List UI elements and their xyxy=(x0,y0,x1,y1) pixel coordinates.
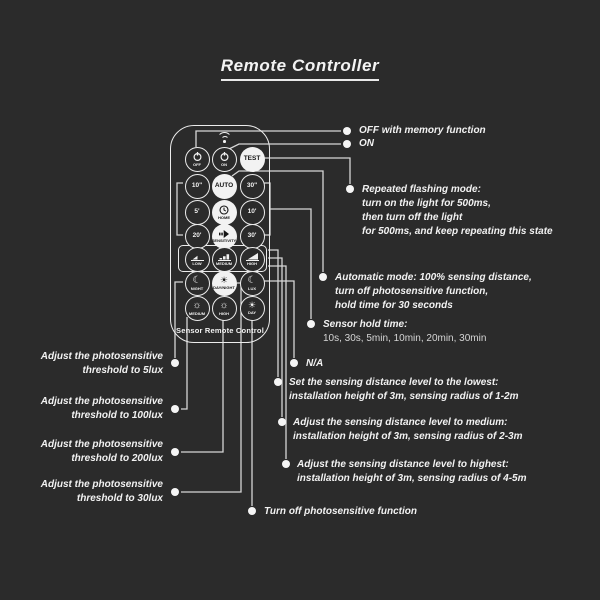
connector-distance-high xyxy=(268,266,286,459)
button-time-10s[interactable] xyxy=(185,174,210,199)
button-home[interactable] xyxy=(212,200,237,225)
wifi-waves-icon xyxy=(216,132,232,148)
remote-footer-label: Sensor Remote Control xyxy=(176,326,264,335)
button-label: 30' xyxy=(247,231,257,239)
remote-body xyxy=(170,125,270,343)
button-label: 20' xyxy=(192,231,202,239)
annotation-automatic: Automatic mode: 100% sensing distance, turn off photosensitive function, hold time for 30 seconds xyxy=(335,272,532,311)
button-sublabel: HIGH xyxy=(247,261,257,266)
annotation-flashing: Repeated flashing mode: turn on the light for 500ms, then turn off the light for 500ms, and keep repeating this state xyxy=(362,184,553,237)
bullet-na xyxy=(290,359,298,367)
button-sublabel: DAY/NIGHT xyxy=(213,285,235,290)
button-time-20min[interactable] xyxy=(185,224,210,249)
button-sublabel: HIGH xyxy=(219,310,229,316)
button-sublabel: HOME xyxy=(218,214,230,220)
bullet-photo-off xyxy=(248,507,256,515)
bullet-lux200 xyxy=(171,448,179,456)
annotation-distance-lowest: Set the sensing distance level to the lowest: installation height of 3m, sensing radius of 1-2m xyxy=(289,377,519,402)
button-on[interactable] xyxy=(212,147,237,172)
annotation-distance-highest: Adjust the sensing distance level to highest: installation height of 3m, sensing radius of 4-5m xyxy=(297,459,527,484)
annotation-off-memory: OFF with memory function xyxy=(359,125,486,136)
bullet-distance-highest xyxy=(282,460,290,468)
button-lux-medium[interactable]: ☼ MEDIUM xyxy=(185,296,210,321)
button-sublabel: MEDIUM xyxy=(215,261,233,266)
button-sublabel: MEDIUM xyxy=(188,310,206,316)
bullet-lux5 xyxy=(171,359,179,367)
button-time-30s[interactable] xyxy=(240,174,265,199)
connector-test xyxy=(264,158,350,184)
button-label: AUTO xyxy=(214,181,234,189)
button-auto[interactable] xyxy=(212,174,237,199)
button-lux-low[interactable]: ☾ LUX xyxy=(240,271,265,296)
connector-hold-time xyxy=(270,209,311,319)
button-sublabel: LOW xyxy=(192,261,202,266)
bullet-on xyxy=(343,140,351,148)
connector-distance-medium xyxy=(268,258,282,417)
button-distance-medium[interactable] xyxy=(212,247,237,272)
bullet-lux100 xyxy=(171,405,179,413)
button-lux-night[interactable]: ☾ NIGHT xyxy=(185,271,210,296)
annotation-hold-time: Sensor hold time: 10s, 30s, 5min, 10min, 20min, 30min xyxy=(323,319,487,344)
annotation-distance-medium: Adjust the sensing distance level to medium: installation height of 3m, sensing radius of 2-3m xyxy=(293,417,523,442)
button-sublabel: LUX xyxy=(248,285,256,291)
annotation-lux100: Adjust the photosensitive threshold to 100lux xyxy=(40,396,163,421)
button-sublabel: SENSITIVITY xyxy=(211,237,237,243)
annotation-on: ON xyxy=(359,138,374,149)
button-sublabel: DAY xyxy=(247,310,257,315)
bullet-automatic xyxy=(319,273,327,281)
bullet-hold-time xyxy=(307,320,315,328)
bullet-distance-lowest xyxy=(274,378,282,386)
button-test[interactable] xyxy=(240,147,265,172)
button-time-30min[interactable] xyxy=(240,224,265,249)
button-sublabel: OFF xyxy=(193,162,201,167)
button-label: 30" xyxy=(246,181,258,189)
button-distance-high[interactable] xyxy=(240,247,265,272)
button-sensitivity[interactable] xyxy=(212,224,237,249)
button-lux-day[interactable]: ☀ DAY xyxy=(240,296,265,321)
button-sublabel: NIGHT xyxy=(190,285,204,291)
button-lux-high[interactable]: ☼ HIGH xyxy=(212,296,237,321)
button-day-night[interactable]: ☀ DAY/NIGHT xyxy=(212,271,237,296)
button-sublabel: ON xyxy=(221,162,227,167)
button-label: 10" xyxy=(191,181,203,189)
button-label: TEST xyxy=(243,154,261,162)
button-time-10min[interactable] xyxy=(240,200,265,225)
button-time-5min[interactable] xyxy=(185,200,210,225)
bullet-lux30 xyxy=(171,488,179,496)
annotation-photo-off: Turn off photosensitive function xyxy=(264,506,417,517)
bullet-distance-medium xyxy=(278,418,286,426)
button-label: 5' xyxy=(194,207,200,215)
page-title-text: Remote Controller xyxy=(221,56,380,81)
annotation-lux200: Adjust the photosensitive threshold to 200lux xyxy=(40,439,163,464)
bullet-off xyxy=(343,127,351,135)
button-label: 10' xyxy=(247,207,257,215)
bullet-flashing xyxy=(346,185,354,193)
button-off[interactable] xyxy=(185,147,210,172)
button-distance-low[interactable] xyxy=(185,247,210,272)
annotation-lux5: Adjust the photosensitive threshold to 5lux xyxy=(40,351,163,376)
annotation-na: N/A xyxy=(306,358,324,369)
page-title xyxy=(0,56,600,81)
annotation-lux30: Adjust the photosensitive threshold to 30lux xyxy=(40,479,163,504)
